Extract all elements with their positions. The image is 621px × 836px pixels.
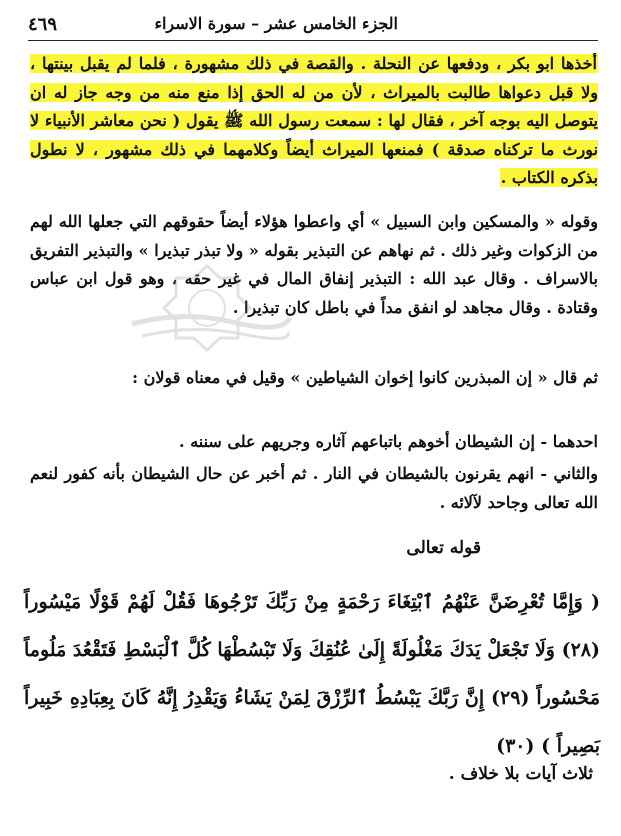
page-number: ٤٦٩: [28, 14, 58, 35]
paragraph-text: وقوله « والمسكين وابن السبيل » أي واعطوا هؤلاء أيضاً حقوقهم التي جعلها الله لهم من الزكوات وغير ذلك . ثم نهاهم عن التبذير بقوله « ولا تبذر تبذيرا » والتبذير التفريق بالاسراف . وقال عبد الله : التبذير إنفاق المال في غير حقه ، وهو قول ابن عباس وقتادة . وقال مجاهد لو انفق مداً في باطل كان تبذيرا .: [30, 212, 598, 317]
closing-note: ثلاث آيات بلا خلاف .: [448, 764, 593, 784]
page-header: [28, 14, 598, 41]
highlighted-passage: أخذها ابو بكر ، ودفعها عن النحلة . والقصة في ذلك مشهورة ، فلما لم يقبل بينتها ، ولا قبل دعواها طالبت بالميراث ، لأن من له الحق إذا منع منه من وجه جاز له ان يتوصل اليه بوجه آخر ، فقال لها : سمعت رسول الله ﷺ يقول ( نحن معاشر الأنبياء لا نورث ما تركناه صدقة ) فمنعها الميراث أيضاً وكلامهما في ذلك مشهور ، لا نطول بذكره الكتاب .: [30, 54, 598, 187]
paragraph-text: ثم قال « إن المبذرين كانوا إخوان الشياطين » وقيل في معناه قولان :: [132, 368, 598, 387]
paragraph-5: [30, 460, 598, 517]
quote-heading: قوله تعالى: [406, 538, 481, 558]
running-title: الجزء الخامس عشر – سورة الاسراء: [154, 14, 398, 33]
quran-verses: ( وَإِمَّا تُعْرِضَنَّ عَنْهُمُ ٱبْتِغَاءَ رَحْمَةٍ مِنْ رَبِّكَ تَرْجُوهَا فَقُلْ لَهُمْ قَوْلًا مَيْسُوراً (٢٨) وَلَا تَجْعَلْ يَدَكَ مَغْلُولَةً إِلَىٰ عُنُقِكَ وَلَا تَبْسُطْهَا كُلَّ ٱلْبَسْطِ فَتَقْعُدَ مَلُوماً مَحْسُوراً (٢٩) إِنَّ رَبَّكَ يَبْسُطُ ٱلرِّزْقَ لِمَنْ يَشَاءُ وَيَقْدِرُ إِنَّهُ كَانَ بِعِبَادِهِ خَبِيراً بَصِيراً ) (٣٠): [24, 591, 600, 757]
paragraph-1: [30, 50, 598, 193]
paragraph-text: والثاني - انهم يقرنون بالشيطان في النار . ثم أخبر عن حال الشيطان بأنه كفور لنعم الله تعالى وجاحد لآلائه .: [30, 464, 598, 512]
paragraph-text: احدهما - إن الشيطان أخوهم باتباعهم آثاره وجريهم على سننه .: [179, 432, 598, 451]
paragraph-2: [30, 208, 598, 322]
paragraph-3: [30, 364, 598, 393]
paragraph-4: [30, 428, 598, 457]
